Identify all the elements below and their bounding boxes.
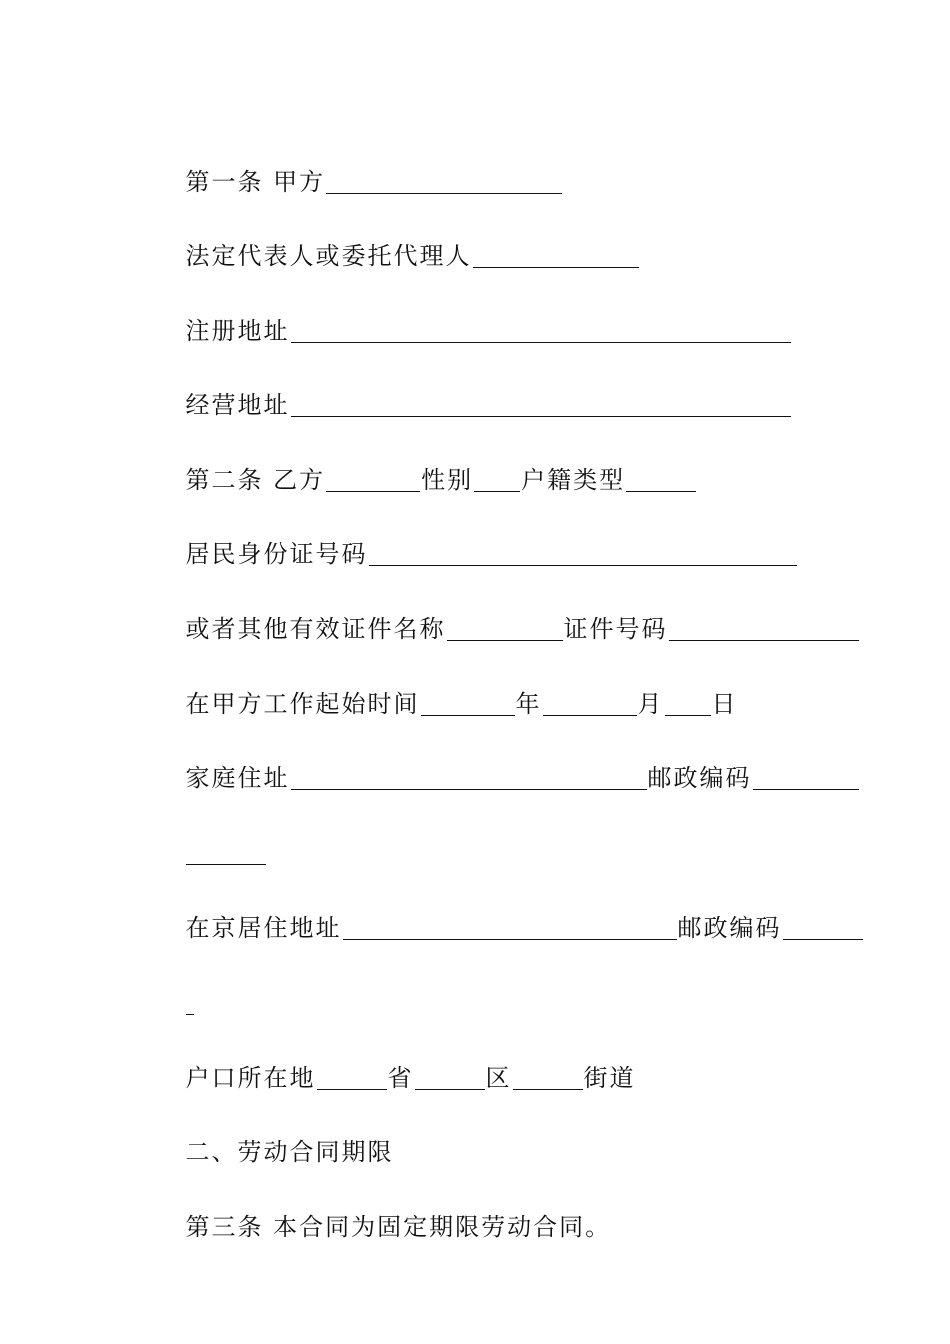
beijing-address-blank <box>343 938 677 940</box>
id-number-blank <box>669 639 859 641</box>
year-blank <box>421 714 515 716</box>
other-id-name-label: 或者其他有效证件名称 <box>185 615 446 643</box>
month-label: 月 <box>637 690 664 718</box>
registered-address-blank <box>291 341 791 343</box>
postal-code-2-blank-continued <box>186 1013 194 1015</box>
postal-code-2-blank <box>783 938 863 940</box>
legal-rep-label: 法定代表人或委托代理人 <box>185 242 472 270</box>
district-blank <box>415 1088 485 1090</box>
province-label: 省 <box>387 1064 414 1092</box>
legal-rep-blank <box>473 266 639 268</box>
beijing-address-line <box>147 883 864 973</box>
street-blank <box>513 1088 583 1090</box>
article2-party-b-label: 第二条 乙方 <box>185 466 326 494</box>
section2-heading-text: 二、劳动合同期限 <box>185 1138 394 1166</box>
beijing-address-label: 在京居住地址 <box>185 914 342 942</box>
party-a-blank <box>326 192 562 194</box>
id-number-label: 证件号码 <box>563 615 668 643</box>
home-address-label: 家庭住址 <box>185 764 290 792</box>
other-id-name-blank <box>447 639 563 641</box>
resident-id-blank <box>369 564 797 566</box>
article3-line <box>147 1182 611 1272</box>
hukou-type-label: 户籍类型 <box>521 466 626 494</box>
postal-code-label: 邮政编码 <box>647 764 752 792</box>
gender-label: 性别 <box>421 466 474 494</box>
party-b-blank <box>326 490 420 492</box>
day-label: 日 <box>711 690 738 718</box>
article3-text: 第三条 本合同为固定期限劳动合同。 <box>185 1213 612 1241</box>
registered-address-label: 注册地址 <box>185 317 290 345</box>
business-address-label: 经营地址 <box>185 391 290 419</box>
hukou-location-label: 户口所在地 <box>185 1064 316 1092</box>
gender-blank <box>474 490 520 492</box>
district-label: 区 <box>485 1064 512 1092</box>
month-blank <box>543 714 637 716</box>
resident-id-label: 居民身份证号码 <box>185 540 368 568</box>
business-address-blank <box>291 415 791 417</box>
hukou-type-blank <box>626 490 696 492</box>
year-label: 年 <box>515 690 542 718</box>
postal-code-blank-continued <box>186 863 266 865</box>
start-time-label: 在甲方工作起始时间 <box>185 690 420 718</box>
home-address-blank <box>291 788 647 790</box>
article1-party-a-label: 第一条 甲方 <box>185 168 326 196</box>
day-blank <box>665 714 711 716</box>
postal-code-2-label: 邮政编码 <box>677 914 782 942</box>
street-label: 街道 <box>583 1064 636 1092</box>
province-blank <box>317 1088 387 1090</box>
postal-code-blank <box>753 788 859 790</box>
